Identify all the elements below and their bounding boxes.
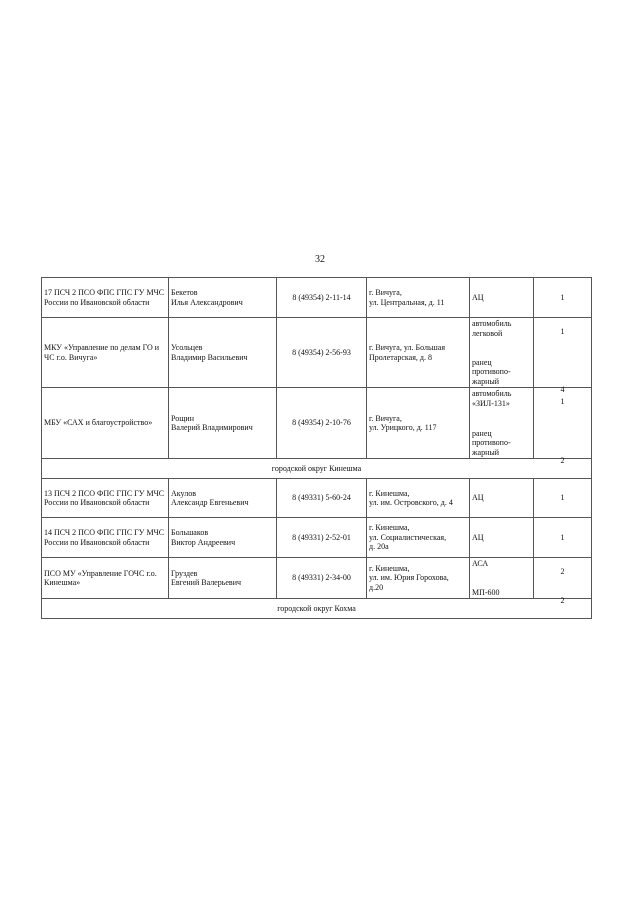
phone-cell: 8 (49354) 2-10-76 (277, 388, 367, 459)
organization-cell: 14 ПСЧ 2 ПСО ФПС ГПС ГУ МЧС России по Ивановской области (42, 518, 169, 558)
address-cell (367, 278, 470, 318)
address-line: г. Вичуга, (369, 288, 402, 297)
equipment-name: АСА (472, 559, 489, 568)
equipment-count: 1 (560, 292, 565, 302)
section-header-row (42, 599, 592, 619)
address-line: г. Вичуга, (369, 413, 402, 423)
person-line: Акулов (171, 488, 196, 498)
person-line: Александр Евгеньевич (171, 498, 249, 507)
person-cell (169, 518, 277, 558)
page-number: 32 (315, 254, 325, 265)
table-row (42, 518, 592, 558)
organization-cell: ПСО МУ «Управление ГОЧС г.о. Кинешма» (42, 558, 169, 599)
equipment-name: МП-600 (472, 587, 500, 597)
equipment-count: 2 (560, 595, 565, 605)
person-line: Виктор Андреевич (171, 537, 236, 547)
equipment-name: автомобиль «ЗИЛ-131» (472, 389, 512, 408)
count-cell (534, 518, 592, 558)
person-cell (169, 479, 277, 518)
count-cell (534, 388, 592, 465)
person-cell (169, 318, 277, 388)
organization-cell: МБУ «САХ и благоустройство» (42, 388, 169, 459)
person-line: Усольцев (171, 343, 203, 352)
address-line: ул. им. Юрия Горохова, (369, 573, 449, 583)
phone-cell: 8 (49331) 2-52-01 (277, 518, 367, 558)
equipment-name: ранец противопо-жарный (472, 428, 511, 457)
phone-cell: 8 (49354) 2-56-93 (277, 318, 367, 388)
person-line: Илья Александрович (171, 297, 243, 307)
address-cell (367, 479, 470, 518)
person-line: Рощин (171, 413, 194, 423)
count-cell (534, 479, 592, 518)
address-line: г. Кинешма, (369, 488, 410, 498)
address-cell (367, 558, 470, 599)
table-row (42, 558, 592, 599)
address-line: ул. им. Островского, д. 4 (369, 498, 453, 507)
organization-cell: МКУ «Управление по делам ГО и ЧС г.о. Вичуга» (42, 318, 169, 388)
organization-cell: 13 ПСЧ 2 ПСО ФПС ГПС ГУ МЧС России по Ивановской области (42, 479, 169, 518)
equipment-count: 1 (560, 493, 565, 503)
phone-cell: 8 (49331) 2-34-00 (277, 558, 367, 599)
count-cell (534, 318, 592, 394)
person-line: Валерий Владимирович (171, 423, 253, 432)
count-cell (534, 278, 592, 318)
section-header-row (42, 459, 592, 479)
section-title: городской округ Кохма (42, 599, 592, 619)
equipment-cell (470, 388, 534, 459)
person-cell (169, 558, 277, 599)
equipment-count: 1 (560, 532, 565, 542)
address-cell (367, 518, 470, 558)
equipment-cell (470, 479, 534, 518)
count-cell (534, 558, 592, 605)
table-row (42, 278, 592, 318)
equipment-name: АЦ (472, 532, 484, 542)
address-line: г. Кинешма, (369, 563, 410, 573)
equipment-cell (470, 558, 534, 599)
person-cell (169, 388, 277, 459)
phone-cell: 8 (49354) 2-11-14 (277, 278, 367, 318)
equipment-count: 2 (560, 455, 565, 465)
table-row (42, 318, 592, 388)
equipment-name: автомобиль легковой (472, 319, 512, 338)
person-cell (169, 278, 277, 318)
equipment-cell (470, 518, 534, 558)
address-line: г. Вичуга, ул. Большая (369, 343, 446, 352)
person-line: Большаков (171, 528, 209, 537)
section-title: городской округ Кинешма (42, 459, 592, 479)
address-line: д. 20а (369, 542, 389, 552)
phone-cell: 8 (49331) 5-60-24 (277, 479, 367, 518)
address-line: д.20 (369, 582, 384, 592)
person-line: Евгений Валерьевич (171, 578, 242, 587)
equipment-count: 1 (560, 397, 565, 406)
person-line: Бекетов (171, 288, 198, 297)
equipment-cell (470, 278, 534, 318)
table-row (42, 479, 592, 518)
equipment-cell (470, 318, 534, 388)
equipment-count: 4 (560, 384, 565, 394)
equipment-count: 1 (560, 327, 565, 336)
address-cell (367, 318, 470, 388)
equipment-count: 2 (560, 567, 565, 576)
address-line: ул. Центральная, д. 11 (369, 297, 445, 307)
equipment-name: ранец противопо-жарный (472, 357, 511, 386)
address-line: г. Кинешма, (369, 523, 410, 533)
address-line: Пролетарская, д. 8 (369, 352, 432, 362)
person-line: Владимир Васильевич (171, 352, 248, 362)
equipment-name: АЦ (472, 292, 484, 302)
person-line: Груздев (171, 568, 198, 578)
organization-cell: 17 ПСЧ 2 ПСО ФПС ГПС ГУ МЧС России по Ивановской области (42, 278, 169, 318)
address-line: ул. Социалистическая, (369, 532, 447, 542)
resources-table (41, 277, 592, 619)
equipment-name: АЦ (472, 493, 484, 503)
table-row (42, 388, 592, 459)
address-line: ул. Урицкого, д. 117 (369, 423, 437, 432)
address-cell (367, 388, 470, 459)
